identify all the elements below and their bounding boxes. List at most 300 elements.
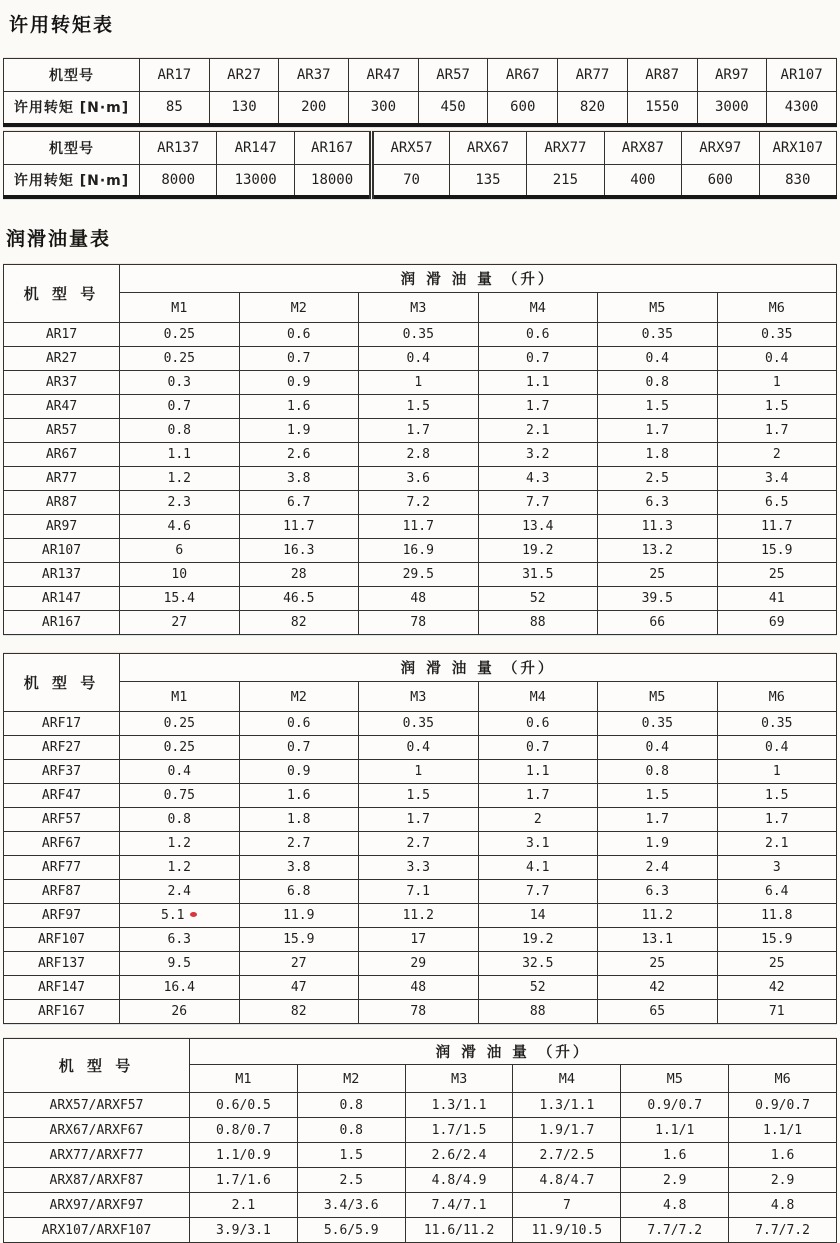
oil-quantity-cell: 46.5 — [239, 587, 359, 611]
oil-quantity-cell: 7.7 — [478, 880, 598, 904]
oil-quantity-cell: 25 — [598, 952, 718, 976]
oil-quantity-cell: 2.6/2.4 — [405, 1143, 513, 1168]
mounting-position-header: M5 — [621, 1065, 729, 1093]
model-header-cell: AR17 — [140, 59, 210, 92]
oil-quantity-cell: 1.7 — [478, 395, 598, 419]
torque-row-label: 许用转矩 [N·m] — [4, 164, 140, 197]
model-name-cell: ARX57/ARXF57 — [4, 1093, 190, 1118]
model-name-cell: ARF87 — [4, 880, 120, 904]
model-header-cell: ARX107 — [759, 131, 837, 164]
torque-value-cell: 130 — [209, 92, 279, 125]
model-name-cell: AR97 — [4, 515, 120, 539]
oil-quantity-cell: 1.7 — [717, 808, 837, 832]
oil-quantity-cell: 0.9 — [239, 760, 359, 784]
lubrication-oil-table-arx — [3, 1038, 837, 1243]
oil-quantity-cell: 1.5 — [598, 784, 718, 808]
torque-value-cell: 85 — [140, 92, 210, 125]
oil-quantity-cell: 0.3 — [120, 371, 240, 395]
oil-quantity-cell: 11.6/11.2 — [405, 1218, 513, 1243]
model-name-cell: ARF67 — [4, 832, 120, 856]
torque-value-cell: 600 — [488, 92, 558, 125]
oil-quantity-cell: 19.2 — [478, 539, 598, 563]
oil-quantity-cell: 0.35 — [717, 712, 837, 736]
model-header-cell: AR67 — [488, 59, 558, 92]
oil-quantity-cell: 42 — [717, 976, 837, 1000]
model-header-cell: ARX77 — [527, 131, 604, 164]
oil-quantity-cell: 6.3 — [598, 880, 718, 904]
oil-quantity-cell: 0.25 — [120, 347, 240, 371]
oil-quantity-cell: 0.7 — [120, 395, 240, 419]
torque-value-cell: 1550 — [627, 92, 697, 125]
model-name-cell: ARF37 — [4, 760, 120, 784]
table-row — [4, 808, 837, 832]
table-row — [4, 1193, 837, 1218]
oil-quantity-cell: 1.8 — [598, 443, 718, 467]
model-column-corner-label: 机 型 号 — [4, 265, 120, 323]
oil-quantity-cell: 1.3/1.1 — [405, 1093, 513, 1118]
oil-quantity-cell: 0.4 — [717, 347, 837, 371]
model-name-cell: AR17 — [4, 323, 120, 347]
oil-quantity-cell: 0.4 — [717, 736, 837, 760]
model-name-cell: AR87 — [4, 491, 120, 515]
oil-quantity-cell: 9.5 — [120, 952, 240, 976]
oil-quantity-cell: 17 — [359, 928, 479, 952]
oil-quantity-cell: 0.9 — [239, 371, 359, 395]
mounting-position-header: M1 — [190, 1065, 298, 1093]
mounting-position-header-row — [4, 682, 837, 712]
model-name-cell: ARX87/ARXF87 — [4, 1168, 190, 1193]
oil-quantity-cell: 1.7 — [359, 808, 479, 832]
torque-section-title: 许用转矩表 — [9, 14, 115, 36]
oil-quantity-cell: 2 — [717, 443, 837, 467]
oil-quantity-cell: 15.4 — [120, 587, 240, 611]
table-row — [4, 395, 837, 419]
model-header-cell: AR77 — [558, 59, 628, 92]
oil-quantity-cell: 16.9 — [359, 539, 479, 563]
oil-quantity-cell: 0.6 — [478, 323, 598, 347]
oil-quantity-cell: 16.4 — [120, 976, 240, 1000]
torque-value-row — [4, 92, 837, 125]
model-name-cell: ARF167 — [4, 1000, 120, 1024]
oil-quantity-cell: 66 — [598, 611, 718, 635]
oil-quantity-cell: 1.1/1 — [621, 1118, 729, 1143]
model-name-cell: ARF77 — [4, 856, 120, 880]
oil-quantity-cell: 1.3/1.1 — [513, 1093, 621, 1118]
lubrication-oil-table-ar — [3, 264, 837, 635]
mounting-position-header: M2 — [239, 293, 359, 323]
oil-quantity-cell: 15.9 — [717, 539, 837, 563]
red-ink-dot — [190, 912, 197, 917]
oil-quantity-cell: 11.2 — [359, 904, 479, 928]
oil-quantity-cell: 0.8 — [297, 1118, 405, 1143]
oil-quantity-cell: 11.7 — [239, 515, 359, 539]
oil-quantity-cell: 1.7 — [717, 419, 837, 443]
oil-quantity-cell: 0.35 — [359, 323, 479, 347]
oil-quantity-cell: 0.35 — [598, 712, 718, 736]
oil-quantity-cell: 1.8 — [239, 808, 359, 832]
model-header-cell: AR147 — [217, 131, 294, 164]
oil-quantity-cell: 0.6 — [478, 712, 598, 736]
oil-quantity-cell: 1.5 — [297, 1143, 405, 1168]
oil-quantity-cell: 3.2 — [478, 443, 598, 467]
oil-quantity-cell: 2.1 — [717, 832, 837, 856]
oil-quantity-cell: 16.3 — [239, 539, 359, 563]
torque-value-cell: 300 — [349, 92, 419, 125]
oil-quantity-cell: 32.5 — [478, 952, 598, 976]
table-row — [4, 515, 837, 539]
lube-section-title: 润滑油量表 — [6, 228, 112, 250]
table-row — [4, 736, 837, 760]
table-row — [4, 1218, 837, 1243]
oil-quantity-cell: 2.1 — [190, 1193, 298, 1218]
oil-quantity-cell: 31.5 — [478, 563, 598, 587]
table-row — [4, 904, 837, 928]
mounting-position-header: M3 — [359, 682, 479, 712]
oil-quantity-cell: 0.7 — [239, 347, 359, 371]
oil-quantity-cell: 11.7 — [717, 515, 837, 539]
oil-quantity-cell: 13.4 — [478, 515, 598, 539]
oil-quantity-cell: 3.8 — [239, 856, 359, 880]
model-name-cell: ARF147 — [4, 976, 120, 1000]
model-name-cell: AR57 — [4, 419, 120, 443]
mounting-position-header: M6 — [729, 1065, 837, 1093]
mounting-position-header: M2 — [239, 682, 359, 712]
table-row — [4, 928, 837, 952]
oil-quantity-cell: 1 — [359, 371, 479, 395]
oil-quantity-cell: 7.1 — [359, 880, 479, 904]
oil-quantity-cell: 1.9 — [598, 832, 718, 856]
oil-quantity-cell: 52 — [478, 587, 598, 611]
table-row — [4, 784, 837, 808]
model-name-cell: ARF137 — [4, 952, 120, 976]
torque-value-cell: 830 — [759, 164, 837, 197]
model-name-cell: ARF107 — [4, 928, 120, 952]
table-row — [4, 1118, 837, 1143]
oil-quantity-cell: 2.3 — [120, 491, 240, 515]
torque-row-label: 许用转矩 [N·m] — [4, 92, 140, 125]
oil-quantity-cell: 1.7 — [598, 419, 718, 443]
oil-quantity-cell: 0.25 — [120, 323, 240, 347]
model-name-cell: ARX77/ARXF77 — [4, 1143, 190, 1168]
oil-quantity-cell: 88 — [478, 1000, 598, 1024]
oil-quantity-cell: 0.4 — [359, 736, 479, 760]
oil-quantity-cell: 13.2 — [598, 539, 718, 563]
oil-quantity-cell: 3 — [717, 856, 837, 880]
oil-quantity-cell: 7.2 — [359, 491, 479, 515]
model-name-cell: ARF57 — [4, 808, 120, 832]
model-header-row — [4, 131, 837, 164]
oil-quantity-cell: 82 — [239, 611, 359, 635]
torque-value-cell: 4300 — [767, 92, 837, 125]
group-header-row — [4, 654, 837, 682]
mounting-position-header: M4 — [478, 682, 598, 712]
model-name-cell: AR47 — [4, 395, 120, 419]
oil-quantity-cell: 4.8/4.7 — [513, 1168, 621, 1193]
table-row — [4, 1168, 837, 1193]
torque-value-cell: 400 — [604, 164, 681, 197]
oil-quantity-cell: 88 — [478, 611, 598, 635]
oil-quantity-cell: 0.8/0.7 — [190, 1118, 298, 1143]
oil-quantity-cell: 1.1 — [120, 443, 240, 467]
mounting-position-header: M3 — [405, 1065, 513, 1093]
table-row — [4, 587, 837, 611]
oil-quantity-cell: 26 — [120, 1000, 240, 1024]
oil-quantity-cell: 1.5 — [598, 395, 718, 419]
model-header-cell: AR87 — [627, 59, 697, 92]
oil-quantity-cell: 0.25 — [120, 712, 240, 736]
table-row — [4, 976, 837, 1000]
oil-quantity-cell: 1.6 — [621, 1143, 729, 1168]
oil-quantity-cell: 0.8 — [120, 808, 240, 832]
oil-quantity-cell: 11.3 — [598, 515, 718, 539]
table-row — [4, 563, 837, 587]
model-header-cell: AR47 — [349, 59, 419, 92]
oil-quantity-cell: 2.6 — [239, 443, 359, 467]
oil-quantity-cell: 3.6 — [359, 467, 479, 491]
torque-value-cell: 18000 — [294, 164, 371, 197]
table-row — [4, 1093, 837, 1118]
oil-quantity-cell: 11.7 — [359, 515, 479, 539]
model-name-cell: ARX67/ARXF67 — [4, 1118, 190, 1143]
mounting-position-header: M4 — [513, 1065, 621, 1093]
mounting-position-header: M1 — [120, 293, 240, 323]
oil-quantity-cell: 2.7 — [239, 832, 359, 856]
torque-value-cell: 820 — [558, 92, 628, 125]
oil-quantity-cell: 0.7 — [239, 736, 359, 760]
oil-quantity-cell: 1.6 — [729, 1143, 837, 1168]
model-name-cell: AR147 — [4, 587, 120, 611]
oil-quantity-cell: 2.5 — [598, 467, 718, 491]
oil-quantity-cell: 6.4 — [717, 880, 837, 904]
model-header-cell: ARX87 — [604, 131, 681, 164]
torque-value-cell: 135 — [449, 164, 526, 197]
mounting-position-header-row — [4, 293, 837, 323]
oil-quantity-cell: 1.7 — [478, 784, 598, 808]
oil-quantity-cell: 1.7 — [598, 808, 718, 832]
oil-quantity-cell: 2.5 — [297, 1168, 405, 1193]
oil-quantity-cell: 48 — [359, 976, 479, 1000]
oil-quantity-cell: 5.1 — [120, 904, 240, 928]
oil-quantity-cell: 19.2 — [478, 928, 598, 952]
table-row — [4, 443, 837, 467]
oil-quantity-cell: 1.1 — [478, 760, 598, 784]
oil-quantity-cell: 2.7 — [359, 832, 479, 856]
oil-quantity-cell: 4.8/4.9 — [405, 1168, 513, 1193]
oil-quantity-cell: 0.75 — [120, 784, 240, 808]
model-header-cell: AR107 — [767, 59, 837, 92]
oil-quantity-cell: 52 — [478, 976, 598, 1000]
table-row — [4, 323, 837, 347]
oil-quantity-cell: 0.35 — [598, 323, 718, 347]
oil-quantity-cell: 0.7 — [478, 736, 598, 760]
oil-quantity-cell: 78 — [359, 1000, 479, 1024]
model-name-cell: ARF17 — [4, 712, 120, 736]
model-name-cell: AR67 — [4, 443, 120, 467]
oil-quantity-cell: 4.8 — [729, 1193, 837, 1218]
oil-quantity-cell: 71 — [717, 1000, 837, 1024]
oil-quantity-cell: 25 — [717, 952, 837, 976]
table-row — [4, 880, 837, 904]
mounting-position-header: M5 — [598, 293, 718, 323]
model-header-cell: AR167 — [294, 131, 371, 164]
oil-quantity-cell: 10 — [120, 563, 240, 587]
table-row — [4, 1000, 837, 1024]
oil-quantity-cell: 41 — [717, 587, 837, 611]
oil-quantity-cell: 27 — [239, 952, 359, 976]
oil-quantity-cell: 2.9 — [729, 1168, 837, 1193]
model-header-cell: AR27 — [209, 59, 279, 92]
torque-value-cell: 450 — [418, 92, 488, 125]
model-column-corner-label: 机 型 号 — [4, 1039, 190, 1093]
model-column-corner-label: 机 型 号 — [4, 654, 120, 712]
torque-value-cell: 200 — [279, 92, 349, 125]
model-row-label: 机型号 — [4, 131, 140, 164]
oil-quantity-cell: 13.1 — [598, 928, 718, 952]
oil-quantity-cell: 1.5 — [717, 784, 837, 808]
torque-value-cell: 215 — [527, 164, 604, 197]
table-row — [4, 419, 837, 443]
oil-quantity-cell: 69 — [717, 611, 837, 635]
oil-quantity-cell: 6.3 — [598, 491, 718, 515]
oil-quantity-cell: 0.35 — [359, 712, 479, 736]
oil-quantity-cell: 0.6 — [239, 712, 359, 736]
oil-quantity-cell: 0.8 — [598, 371, 718, 395]
oil-quantity-cell: 3.4 — [717, 467, 837, 491]
oil-quantity-cell: 1 — [717, 371, 837, 395]
oil-quantity-cell: 3.8 — [239, 467, 359, 491]
oil-quantity-cell: 1 — [359, 760, 479, 784]
model-row-label: 机型号 — [4, 59, 140, 92]
table-row — [4, 491, 837, 515]
model-name-cell: AR107 — [4, 539, 120, 563]
oil-quantity-cell: 0.8 — [598, 760, 718, 784]
oil-quantity-cell: 2.1 — [478, 419, 598, 443]
oil-quantity-cell: 1 — [717, 760, 837, 784]
allowable-torque-table-1 — [3, 58, 837, 127]
oil-quantity-cell: 1.5 — [359, 784, 479, 808]
oil-quantity-cell: 0.4 — [359, 347, 479, 371]
oil-quantity-cell: 1.7 — [359, 419, 479, 443]
lubrication-oil-table-arf — [3, 653, 837, 1024]
oil-quantity-cell: 0.4 — [120, 760, 240, 784]
oil-quantity-cell: 25 — [717, 563, 837, 587]
torque-value-cell: 70 — [372, 164, 449, 197]
torque-value-cell: 600 — [682, 164, 759, 197]
model-name-cell: AR27 — [4, 347, 120, 371]
oil-quantity-group-header: 润 滑 油 量 （升） — [190, 1039, 837, 1065]
model-name-cell: ARF97 — [4, 904, 120, 928]
group-header-row — [4, 265, 837, 293]
oil-quantity-cell: 2.8 — [359, 443, 479, 467]
table-row — [4, 952, 837, 976]
oil-quantity-cell: 7 — [513, 1193, 621, 1218]
model-name-cell: AR77 — [4, 467, 120, 491]
model-name-cell: AR37 — [4, 371, 120, 395]
table-row — [4, 832, 837, 856]
mounting-position-header: M6 — [717, 293, 837, 323]
model-header-cell: ARX97 — [682, 131, 759, 164]
torque-value-row — [4, 164, 837, 197]
oil-quantity-cell: 4.6 — [120, 515, 240, 539]
table-row — [4, 467, 837, 491]
group-header-row — [4, 1039, 837, 1065]
oil-quantity-cell: 6 — [120, 539, 240, 563]
oil-quantity-cell: 1.7/1.5 — [405, 1118, 513, 1143]
mounting-position-header: M4 — [478, 293, 598, 323]
oil-quantity-cell: 7.7/7.2 — [729, 1218, 837, 1243]
table-row — [4, 1143, 837, 1168]
oil-quantity-cell: 6.5 — [717, 491, 837, 515]
oil-quantity-cell: 11.9/10.5 — [513, 1218, 621, 1243]
oil-quantity-cell: 2 — [478, 808, 598, 832]
oil-quantity-cell: 82 — [239, 1000, 359, 1024]
oil-quantity-cell: 0.9/0.7 — [729, 1093, 837, 1118]
oil-quantity-cell: 47 — [239, 976, 359, 1000]
oil-quantity-cell: 2.4 — [120, 880, 240, 904]
oil-quantity-cell: 28 — [239, 563, 359, 587]
table-row — [4, 712, 837, 736]
oil-quantity-cell: 5.6/5.9 — [297, 1218, 405, 1243]
oil-quantity-cell: 3.9/3.1 — [190, 1218, 298, 1243]
oil-quantity-cell: 1.1/0.9 — [190, 1143, 298, 1168]
oil-quantity-cell: 1.6 — [239, 784, 359, 808]
mounting-position-header: M3 — [359, 293, 479, 323]
oil-quantity-cell: 1.5 — [717, 395, 837, 419]
oil-quantity-cell: 25 — [598, 563, 718, 587]
model-header-cell: AR37 — [279, 59, 349, 92]
oil-quantity-cell: 1.2 — [120, 467, 240, 491]
model-header-cell: ARX67 — [449, 131, 526, 164]
torque-value-cell: 8000 — [140, 164, 217, 197]
model-header-cell: AR57 — [418, 59, 488, 92]
oil-quantity-cell: 7.7 — [478, 491, 598, 515]
model-name-cell: ARF47 — [4, 784, 120, 808]
oil-quantity-cell: 11.2 — [598, 904, 718, 928]
model-header-cell: AR97 — [697, 59, 767, 92]
oil-quantity-cell: 14 — [478, 904, 598, 928]
oil-quantity-cell: 1.7/1.6 — [190, 1168, 298, 1193]
oil-quantity-cell: 3.4/3.6 — [297, 1193, 405, 1218]
oil-quantity-cell: 6.3 — [120, 928, 240, 952]
table-row — [4, 856, 837, 880]
oil-quantity-cell: 0.4 — [598, 736, 718, 760]
table-row — [4, 611, 837, 635]
oil-quantity-cell: 7.4/7.1 — [405, 1193, 513, 1218]
torque-value-cell: 3000 — [697, 92, 767, 125]
mounting-position-header: M5 — [598, 682, 718, 712]
model-name-cell: ARF27 — [4, 736, 120, 760]
oil-quantity-cell: 1.2 — [120, 832, 240, 856]
model-name-cell: AR167 — [4, 611, 120, 635]
oil-quantity-cell: 1.6 — [239, 395, 359, 419]
oil-quantity-cell: 1.9/1.7 — [513, 1118, 621, 1143]
oil-quantity-cell: 27 — [120, 611, 240, 635]
oil-quantity-cell: 1.1 — [478, 371, 598, 395]
model-header-row — [4, 59, 837, 92]
oil-quantity-cell: 0.8 — [297, 1093, 405, 1118]
table-row — [4, 371, 837, 395]
model-header-cell: ARX57 — [372, 131, 449, 164]
model-name-cell: ARX107/ARXF107 — [4, 1218, 190, 1243]
oil-quantity-cell: 1.2 — [120, 856, 240, 880]
model-name-cell: AR137 — [4, 563, 120, 587]
oil-quantity-cell: 4.3 — [478, 467, 598, 491]
oil-quantity-cell: 15.9 — [239, 928, 359, 952]
oil-quantity-cell: 78 — [359, 611, 479, 635]
oil-quantity-cell: 6.8 — [239, 880, 359, 904]
oil-quantity-cell: 39.5 — [598, 587, 718, 611]
mounting-position-header: M1 — [120, 682, 240, 712]
